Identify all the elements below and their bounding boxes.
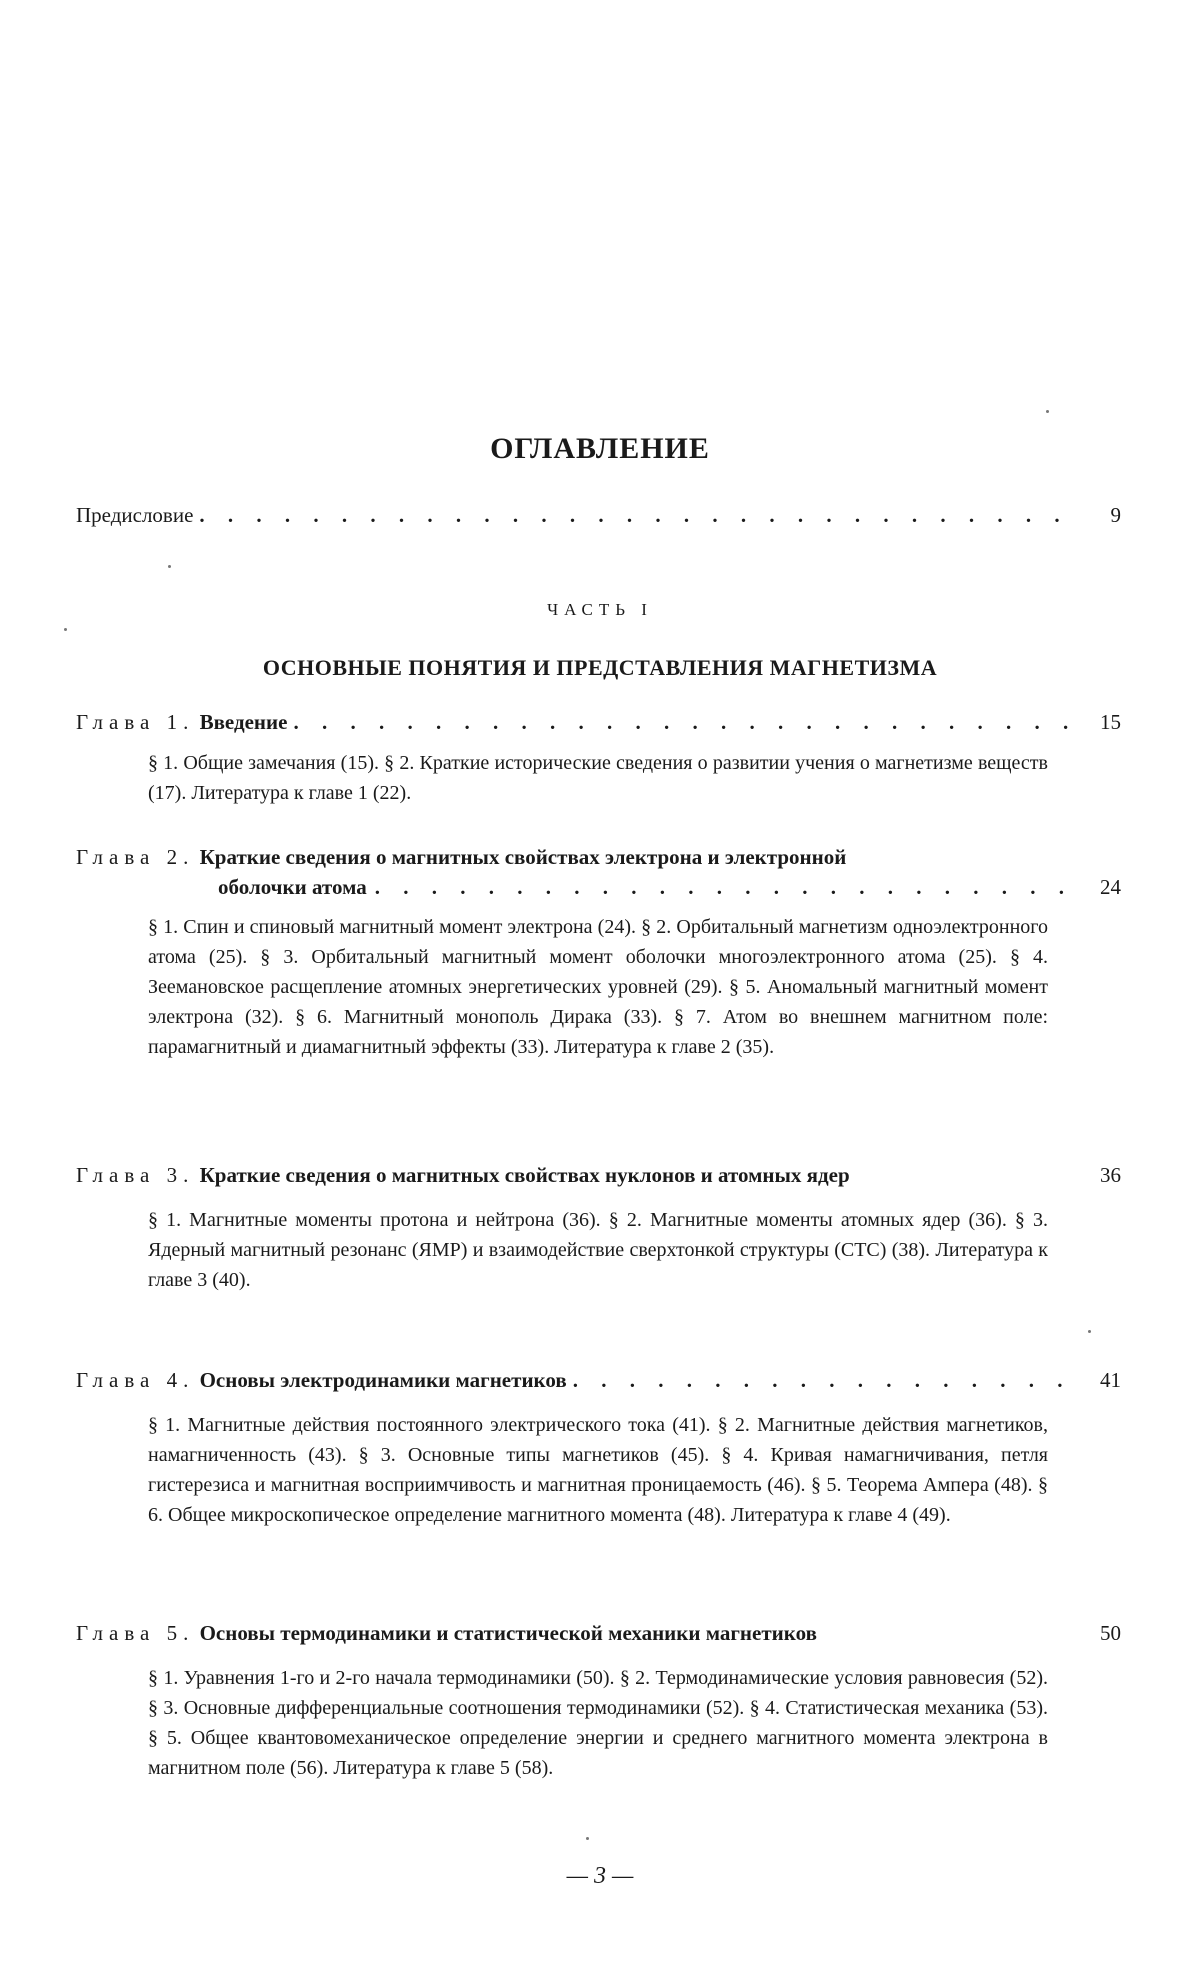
chapter-page: 15 <box>1085 708 1121 736</box>
toc-entry-chapter-1[interactable] <box>76 704 1121 736</box>
dot-leader <box>199 501 1073 529</box>
scan-speck <box>64 628 67 631</box>
chapter-title-line-2: оболочки атома <box>218 872 367 902</box>
toc-entry-chapter-4[interactable] <box>76 1362 1121 1394</box>
chapter-2-sections: § 1. Спин и спиновый магнитный момент электрона (24). § 2. Орбитальный магнетизм одноэлектронного атома (25). § 3. Орбитальный магнитный момент оболочки многоэлектронного атома (25). § 4. Зеемановское расщепление атомных энергетических уровней (29). § 5. Аномальный магнитный момент электрона (32). § 6. Магнитный монополь Дирака (33). § 7. Атом во внешнем магнитном поле: парамагнитный и диамагнитный эффекты (33). Литература к главе 2 (35). <box>148 912 1048 1062</box>
chapter-title: Основы электродинамики магнетиков <box>200 1368 567 1392</box>
chapter-prefix: Глава 3. <box>76 1163 194 1187</box>
dot-leader <box>573 1366 1073 1394</box>
part-label: ЧАСТЬ I <box>0 600 1200 620</box>
chapter-prefix: Глава 4. <box>76 1368 194 1392</box>
chapter-page: 50 <box>1085 1618 1121 1648</box>
toc-entry-chapter-5[interactable] <box>76 1618 1121 1648</box>
chapter-3-sections: § 1. Магнитные моменты протона и нейтрона (36). § 2. Магнитные моменты атомных ядер (36). § 3. Ядерный магнитный резонанс (ЯМР) и взаимодействие сверхтонкой структуры (СТС) (38). Литература к главе 3 (40). <box>148 1205 1048 1295</box>
page-title: ОГЛАВЛЕНИЕ <box>0 432 1200 466</box>
chapter-page: 24 <box>1085 872 1121 902</box>
chapter-4-sections: § 1. Магнитные действия постоянного электрического тока (41). § 2. Магнитные действия магнетиков, намагниченность (43). § 3. Основные типы магнетиков (45). § 4. Кривая намагничивания, петля гистерезиса и магнитная восприимчивость и магнитная проницаемость (46). § 5. Теорема Ампера (48). § 6. Общее микроскопическое определение магнитного момента (48). Литература к главе 4 (49). <box>148 1410 1048 1530</box>
preface-title: Предисловие <box>76 501 193 529</box>
chapter-1-sections: § 1. Общие замечания (15). § 2. Краткие исторические сведения о развитии учения о магнетизме веществ (17). Литература к главе 1 (22). <box>148 748 1048 808</box>
dot-leader <box>293 708 1073 736</box>
toc-entry-chapter-3[interactable] <box>76 1160 1121 1190</box>
chapter-page: 41 <box>1085 1366 1121 1394</box>
chapter-title-line-1: Краткие сведения о магнитных свойствах электрона и электронной <box>200 845 847 869</box>
dot-leader <box>375 872 1073 902</box>
preface-page: 9 <box>1085 501 1121 529</box>
part-title: ОСНОВНЫЕ ПОНЯТИЯ И ПРЕДСТАВЛЕНИЯ МАГНЕТИЗМА <box>0 655 1200 681</box>
scan-speck <box>1046 410 1049 413</box>
toc-entry-chapter-2[interactable] <box>76 842 1121 902</box>
chapter-5-sections: § 1. Уравнения 1-го и 2-го начала термодинамики (50). § 2. Термодинамические условия равновесия (52). § 3. Основные дифференциальные соотношения термодинамики (52). § 4. Статистическая механика (53). § 5. Общее квантовомеханическое определение энергии и среднего магнитного момента электрона в магнитном поле (56). Литература к главе 5 (58). <box>148 1663 1048 1783</box>
chapter-title: Краткие сведения о магнитных свойствах нуклонов и атомных ядер <box>200 1163 850 1187</box>
chapter-prefix: Глава 2. <box>76 845 194 869</box>
toc-entry-preface[interactable] <box>76 497 1121 529</box>
chapter-title: Введение <box>200 710 288 734</box>
toc-page <box>0 0 1200 1970</box>
chapter-prefix: Глава 5. <box>76 1621 194 1645</box>
chapter-prefix: Глава 1. <box>76 710 194 734</box>
scan-speck <box>1088 1330 1091 1333</box>
scan-speck <box>586 1837 589 1840</box>
chapter-title: Основы термодинамики и статистической механики магнетиков <box>200 1621 817 1645</box>
scan-speck <box>168 565 171 568</box>
page-number: — 3 — <box>0 1863 1200 1890</box>
chapter-page: 36 <box>1085 1160 1121 1190</box>
